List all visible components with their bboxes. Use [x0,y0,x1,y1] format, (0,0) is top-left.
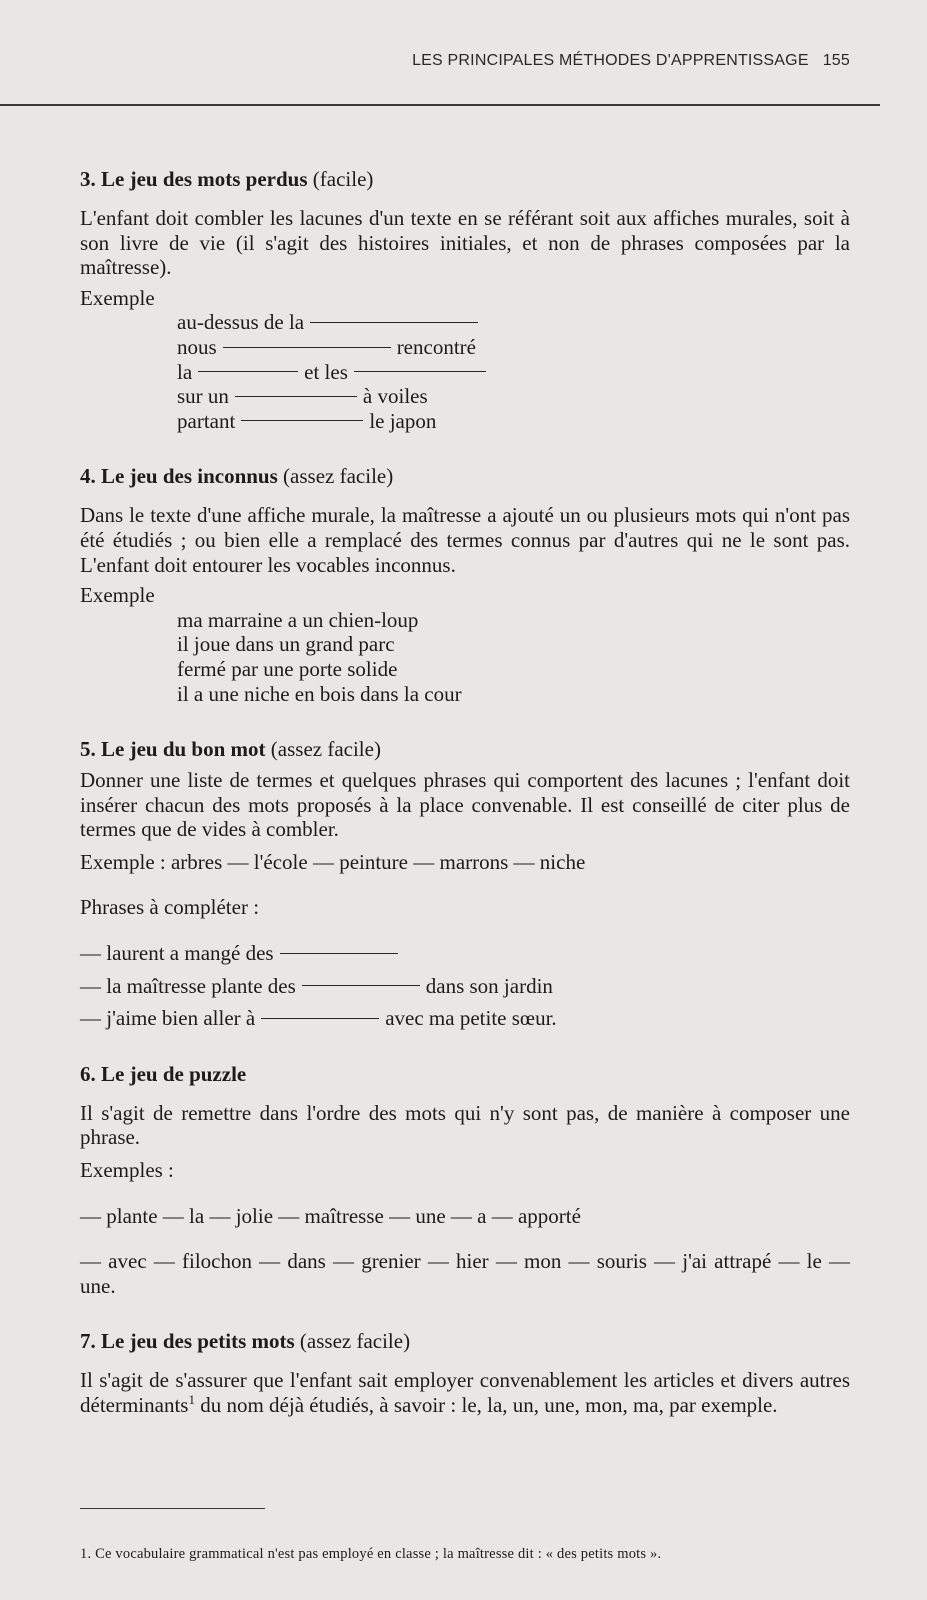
phrases-label: Phrases à compléter : [80,895,260,920]
example-words: Exemple : arbres — l'école — peinture — marrons — niche [80,849,586,874]
page-body [80,166,850,1418]
example-line: la et les [177,360,850,385]
example-label: Exemple [80,583,155,608]
blank [235,396,357,397]
section-text: Il s'agit de remettre dans l'ordre des mots qui n'y sont pas, de manière à composer une phrase. [80,1100,850,1150]
section-title: 5. Le jeu du bon mot (assez facile) [80,737,381,762]
section-inconnus [80,463,850,706]
section-text: L'enfant doit combler les lacunes d'un texte en se référant soit aux affiches murales, soit à son livre de vie (il s'agit des histoires initiales, et non de phrases composées par la maîtresse). [80,206,850,280]
section-text: Il s'agit de s'assurer que l'enfant sait employer convenablement les articles et divers autres déterminants$^1$ du nom déjà étudiés, à savoir : le, la, un, une, mon, ma, par exemple. [80,1368,850,1417]
section-mots-perdus [80,166,850,433]
puzzle-example: — plante — la — jolie — maîtresse — une — a — apporté [80,1203,581,1228]
blank [198,371,298,372]
example-label: Exemple [80,285,155,310]
example-label: Exemples : [80,1158,174,1183]
header-rule [0,104,880,106]
section-title: 7. Le jeu des petits mots (assez facile) [80,1329,411,1354]
blank [241,420,363,421]
blank [223,347,391,348]
page-number: 155 [822,52,850,69]
blank [280,953,398,954]
section-text: Donner une liste de termes et quelques phrases qui comportent des lacunes ; l'enfant doit insérer chacun des mots proposés à la place convenable. Il est conseillé de citer plus de termes que de vides à combler. [80,768,850,842]
section-title: 3. Le jeu des mots perdus (facile) [80,167,374,191]
puzzle-example: — avec — filochon — dans — grenier — hier — mon — souris — j'ai attrapé — le — une. [80,1249,850,1298]
example-line: ma marraine a un chien-loup [177,607,419,632]
example-lines [177,310,850,433]
phrase-line: — laurent a mangé des [80,941,850,966]
example-lines [177,608,850,706]
example-line: sur un à voiles [177,384,428,409]
example-line: il a une niche en bois dans la cour [177,681,462,706]
example-line: partant le japon [177,408,437,433]
example-line: il joue dans un grand parc [177,632,395,657]
footnote-rule [80,1508,265,1509]
section-text: Dans le texte d'une affiche murale, la maîtresse a ajouté un ou plusieurs mots qui n'ont pas été étudiés ; ou bien elle a remplacé des termes connus par d'autres qui ne le sont pas. L'enfant doit entourer les vocables inconnus. [80,503,850,577]
footnote: 1. Ce vocabulaire grammatical n'est pas employé en classe ; la maîtresse dit : « des petits mots ». [80,1545,662,1562]
running-header [0,52,850,70]
phrase-line: — j'aime bien aller à avec ma petite sœur. [80,1006,557,1031]
blank [354,371,486,372]
blank [302,985,420,986]
example-line: nous rencontré [177,334,476,359]
section-puzzle [80,1061,850,1299]
section-title: 6. Le jeu de puzzle [80,1061,247,1086]
section-title: 4. Le jeu des inconnus (assez facile) [80,464,394,489]
blank [261,1018,379,1019]
section-petits-mots [80,1328,850,1417]
example-line: fermé par une porte solide [177,656,398,681]
example-line: au-dessus de la [177,310,850,335]
section-bon-mot [80,736,850,1031]
running-title: LES PRINCIPALES MÉTHODES D'APPRENTISSAGE [412,52,809,69]
footnote-ref: 1 [188,1392,195,1407]
blank [310,322,478,323]
phrase-line: — la maîtresse plante des dans son jardin [80,973,553,998]
